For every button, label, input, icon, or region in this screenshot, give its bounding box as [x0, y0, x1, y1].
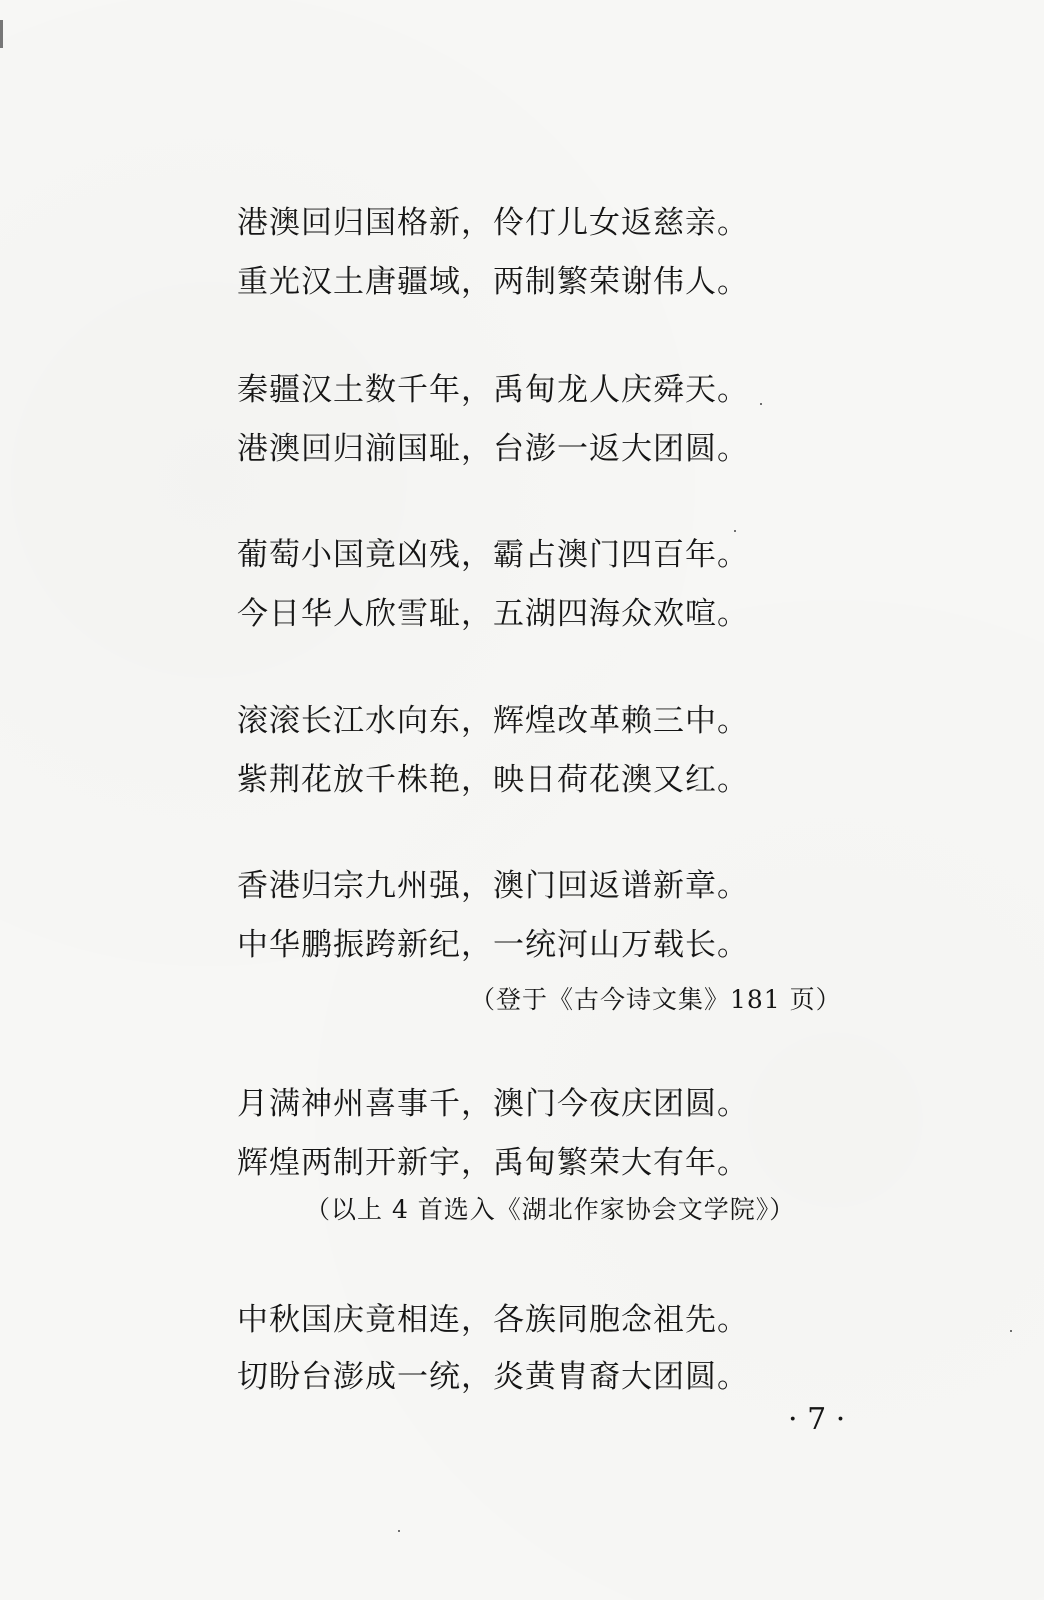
- poem-6-line-1: 月满神州喜事千，澳门今夜庆团圆。: [237, 1086, 749, 1122]
- poem-6-line-2: 辉煌两制开新宇，禹甸繁荣大有年。: [237, 1145, 749, 1181]
- poem-5-line-1: 香港归宗九州强，澳门回返谱新章。: [237, 868, 749, 904]
- selection-note: （以上 4 首选入《湖北作家协会文学院》）: [305, 1195, 796, 1224]
- scan-speck: [1010, 1330, 1012, 1332]
- poem-7-line-1: 中秋国庆竟相连，各族同胞念祖先。: [237, 1302, 749, 1338]
- page-number: · 7 ·: [788, 1402, 846, 1437]
- poem-2-line-2: 港澳回归湔国耻，台澎一返大团圆。: [237, 431, 749, 467]
- scan-speck: [734, 530, 736, 532]
- source-note: （登于《古今诗文集》181 页）: [470, 985, 842, 1014]
- poem-3-line-1: 葡萄小国竟凶残，霸占澳门四百年。: [237, 537, 749, 573]
- scan-speck: [760, 403, 762, 405]
- scan-edge-mark: [0, 20, 3, 48]
- poem-2-line-1: 秦疆汉土数千年，禹甸龙人庆舜天。: [237, 372, 749, 408]
- poem-7-line-2: 切盼台澎成一统，炎黄胄裔大团圆。: [237, 1359, 749, 1395]
- poem-1-line-2: 重光汉土唐疆域，两制繁荣谢伟人。: [237, 264, 749, 300]
- poem-5-line-2: 中华鹏振跨新纪，一统河山万载长。: [237, 927, 749, 963]
- poem-4-line-2: 紫荆花放千株艳，映日荷花澳又红。: [237, 762, 749, 798]
- poem-3-line-2: 今日华人欣雪耻，五湖四海众欢喧。: [237, 596, 749, 632]
- scan-speck: [398, 1530, 400, 1532]
- poem-4-line-1: 滚滚长江水向东，辉煌改革赖三中。: [237, 703, 749, 739]
- poem-1-line-1: 港澳回归国格新，伶仃儿女返慈亲。: [237, 205, 749, 241]
